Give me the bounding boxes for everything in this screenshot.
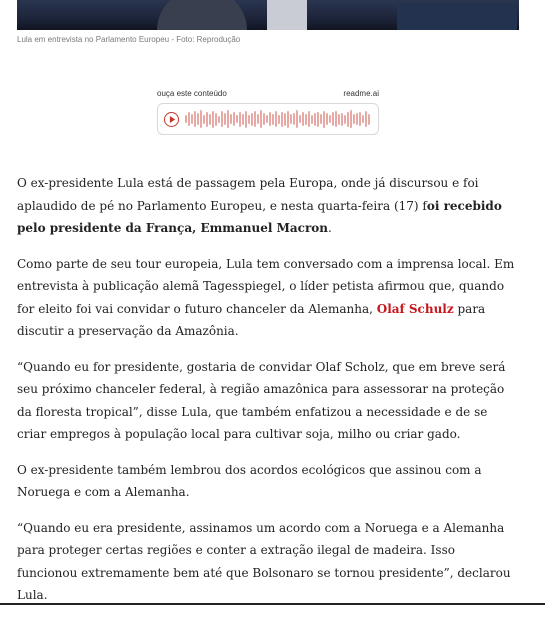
waveform-bar (296, 110, 298, 128)
waveform-bar (326, 113, 328, 125)
waveform-bar (353, 114, 355, 124)
paragraph-1-bold: oi recebido pelo presidente da França, Emmanuel Macron (17, 198, 502, 235)
waveform-bar (350, 110, 352, 128)
waveform-bar (317, 112, 319, 127)
play-icon[interactable] (164, 112, 179, 127)
article-photo (17, 0, 519, 30)
waveform-bar (359, 112, 361, 126)
paragraph-4: O ex-presidente também lembrou dos acordos ecológicos que assinou com a Noruega e com a Alemanha. (17, 462, 482, 499)
audio-player-box[interactable] (157, 103, 379, 135)
waveform-bar (257, 114, 259, 124)
waveform-bar (191, 114, 193, 124)
waveform-bar (185, 115, 187, 123)
waveform-bar (251, 113, 253, 126)
article-body (17, 172, 517, 620)
waveform-bar (263, 113, 265, 125)
waveform-bar (299, 115, 301, 123)
olaf-schulz-link[interactable]: Olaf Schulz (376, 301, 454, 316)
waveform-bar (215, 113, 217, 126)
waveform-bar (323, 111, 325, 128)
waveform-bar (272, 114, 274, 125)
waveform-bar (233, 112, 235, 126)
waveform-bar (344, 115, 346, 124)
waveform-bar (278, 115, 280, 124)
waveform-bar (203, 115, 205, 124)
waveform-bar (275, 111, 277, 127)
waveform-bar (308, 111, 310, 127)
audio-waveform[interactable] (185, 109, 370, 129)
waveform-bar (335, 111, 337, 127)
waveform-bar (221, 111, 223, 127)
waveform-bar (260, 110, 262, 128)
waveform-bar (230, 114, 232, 124)
waveform-bar (368, 114, 370, 125)
waveform-bar (254, 111, 256, 127)
waveform-bar (236, 115, 238, 123)
waveform-bar (290, 114, 292, 124)
paragraph-2 (17, 253, 517, 343)
waveform-bar (320, 114, 322, 124)
waveform-bar (188, 112, 190, 126)
waveform-bar (287, 111, 289, 128)
photo-caption: Lula em entrevista no Parlamento Europeu - Foto: Reprodução (17, 35, 241, 44)
waveform-bar (365, 111, 367, 127)
waveform-bar (302, 112, 304, 126)
waveform-bar (212, 111, 214, 128)
paragraph-3: “Quando eu for presidente, gostaria de convidar Olaf Scholz, que em breve será seu próximo chanceler federal, à região amazônica para assessorar na proteção da floresta tropical”, disse Lula, que também enfatizou a necessidade e de se criar empregos à população local para cultivar soja, milho ou criar gado. (17, 359, 506, 441)
waveform-bar (356, 113, 358, 125)
waveform-bar (338, 114, 340, 125)
audio-player (157, 89, 379, 139)
waveform-bar (242, 114, 244, 125)
waveform-bar (284, 113, 286, 126)
waveform-bar (248, 115, 250, 124)
waveform-bar (341, 113, 343, 126)
waveform-bar (245, 111, 247, 128)
waveform-bar (329, 115, 331, 123)
waveform-bar (227, 110, 229, 128)
paragraph-1 (17, 172, 517, 240)
waveform-bar (224, 113, 226, 125)
waveform-bar (305, 114, 307, 125)
audio-player-label: ouça este conteúdo (157, 89, 227, 98)
paragraph-2-text: Como parte de seu tour europeia, Lula tem conversado com a imprensa local. Em entrevista à publicação alemã Tagesspiegel, o líder petista afirmou que, quando for eleito foi vai convidar o futuro chanceler da Alemanha, (17, 256, 515, 316)
paragraph-1-end: . (328, 221, 332, 235)
waveform-bar (200, 110, 202, 128)
waveform-bar (197, 113, 199, 125)
waveform-bar (209, 114, 211, 125)
waveform-bar (266, 115, 268, 123)
waveform-bar (311, 115, 313, 124)
waveform-bar (239, 112, 241, 127)
waveform-bar (206, 112, 208, 127)
paragraph-2-end: para discutir a preservação da Amazônia. (17, 301, 486, 338)
waveform-bar (194, 111, 196, 127)
waveform-bar (314, 113, 316, 126)
paragraph-5: “Quando eu era presidente, assinamos um acordo com a Noruega e a Alemanha para proteger certas regiões e conter a extração ilegal de madeira. Isso funcionou extremamente bem até que Bolsonaro se tornou presidente”, declarou Lula. (17, 520, 511, 602)
waveform-bar (281, 112, 283, 127)
waveform-bar (218, 116, 220, 123)
waveform-bar (293, 113, 295, 125)
waveform-bar (347, 112, 349, 127)
paragraph-1-text: O ex-presidente Lula está de passagem pela Europa, onde já discursou e foi aplaudido de pé no Parlamento Europeu, e nesta quarta-feira (17) f (17, 176, 479, 213)
audio-provider-label[interactable]: readme.ai (343, 89, 379, 98)
waveform-bar (269, 112, 271, 126)
waveform-bar (362, 115, 364, 123)
waveform-bar (332, 112, 334, 126)
